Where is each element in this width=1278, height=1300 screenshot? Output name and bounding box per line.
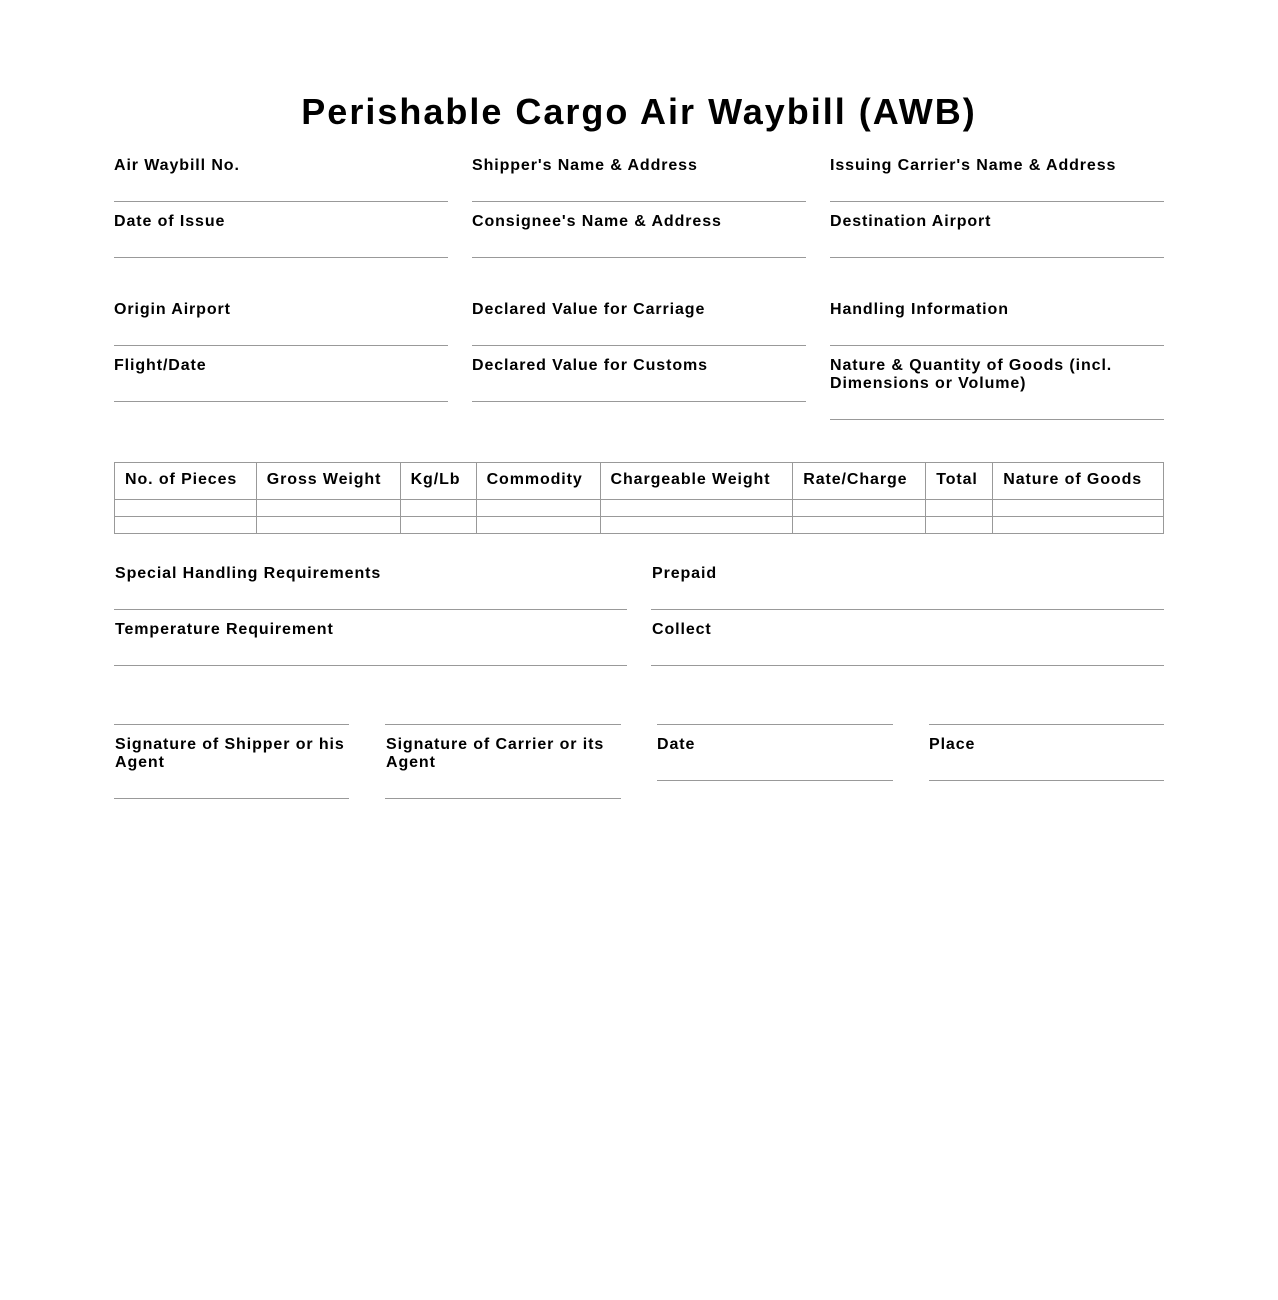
table-cell[interactable]	[793, 500, 926, 517]
special-handling-field[interactable]	[114, 565, 627, 610]
origin-airport-field[interactable]	[114, 301, 448, 346]
handling-information-label: Handling Information	[830, 301, 1009, 318]
air-waybill-no-label: Air Waybill No.	[114, 157, 240, 174]
table-cell[interactable]	[993, 517, 1164, 534]
flight-date-label: Flight/Date	[114, 357, 207, 374]
table-row	[115, 500, 1164, 517]
signature-place-label: Place	[929, 736, 976, 753]
declared-value-carriage-label: Declared Value for Carriage	[472, 301, 706, 318]
prepaid-label: Prepaid	[652, 565, 717, 582]
shipper-signature-field[interactable]	[114, 724, 349, 799]
table-cell[interactable]	[256, 517, 400, 534]
collect-field[interactable]	[651, 621, 1164, 666]
special-handling-label: Special Handling Requirements	[115, 565, 382, 582]
column-header: Gross Weight	[256, 463, 400, 500]
issuing-carrier-label: Issuing Carrier's Name & Address	[830, 157, 1117, 174]
table-cell[interactable]	[400, 500, 476, 517]
table-cell[interactable]	[793, 517, 926, 534]
goods-table	[114, 462, 1164, 534]
declared-value-customs-field[interactable]	[472, 357, 806, 402]
destination-airport-field[interactable]	[830, 213, 1164, 258]
column-header: Total	[926, 463, 993, 500]
table-cell[interactable]	[993, 500, 1164, 517]
table-row	[115, 517, 1164, 534]
declared-value-customs-label: Declared Value for Customs	[472, 357, 708, 374]
prepaid-field[interactable]	[651, 565, 1164, 610]
shipper-name-address-field[interactable]	[472, 157, 806, 202]
table-cell[interactable]	[600, 500, 793, 517]
destination-airport-label: Destination Airport	[830, 213, 992, 230]
date-of-issue-label: Date of Issue	[114, 213, 226, 230]
column-header: Nature of Goods	[993, 463, 1164, 500]
table-cell[interactable]	[256, 500, 400, 517]
shipper-signature-label: Signature of Shipper or his Agent	[115, 736, 345, 771]
table-cell[interactable]	[400, 517, 476, 534]
temperature-requirement-label: Temperature Requirement	[115, 621, 334, 638]
origin-airport-label: Origin Airport	[114, 301, 231, 318]
table-cell[interactable]	[115, 500, 257, 517]
nature-quantity-goods-field[interactable]	[830, 357, 1164, 420]
issuing-carrier-field[interactable]	[830, 157, 1164, 202]
table-cell[interactable]	[926, 517, 993, 534]
column-header: Kg/Lb	[400, 463, 476, 500]
table-header-row	[115, 463, 1164, 500]
shipper-name-address-label: Shipper's Name & Address	[472, 157, 698, 174]
air-waybill-no-field[interactable]	[114, 157, 448, 202]
flight-date-field[interactable]	[114, 357, 448, 402]
carrier-signature-label: Signature of Carrier or its Agent	[386, 736, 605, 771]
table-cell[interactable]	[476, 517, 600, 534]
column-header: No. of Pieces	[115, 463, 257, 500]
page-title: Perishable Cargo Air Waybill (AWB)	[301, 91, 977, 132]
declared-value-carriage-field[interactable]	[472, 301, 806, 346]
signature-place-field[interactable]	[929, 724, 1164, 781]
handling-information-field[interactable]	[830, 301, 1164, 346]
nature-quantity-goods-label: Nature & Quantity of Goods (incl. Dimensions or Volume)	[830, 357, 1113, 392]
table-cell[interactable]	[115, 517, 257, 534]
column-header: Chargeable Weight	[600, 463, 793, 500]
signature-date-label: Date	[657, 736, 696, 753]
carrier-signature-field[interactable]	[385, 724, 621, 799]
column-header: Rate/Charge	[793, 463, 926, 500]
consignee-name-address-field[interactable]	[472, 213, 806, 258]
collect-label: Collect	[652, 621, 712, 638]
table-cell[interactable]	[476, 500, 600, 517]
column-header: Commodity	[476, 463, 600, 500]
table-cell[interactable]	[600, 517, 793, 534]
temperature-requirement-field[interactable]	[114, 621, 627, 666]
consignee-name-address-label: Consignee's Name & Address	[472, 213, 722, 230]
date-of-issue-field[interactable]	[114, 213, 448, 258]
table-cell[interactable]	[926, 500, 993, 517]
signature-date-field[interactable]	[657, 724, 893, 781]
